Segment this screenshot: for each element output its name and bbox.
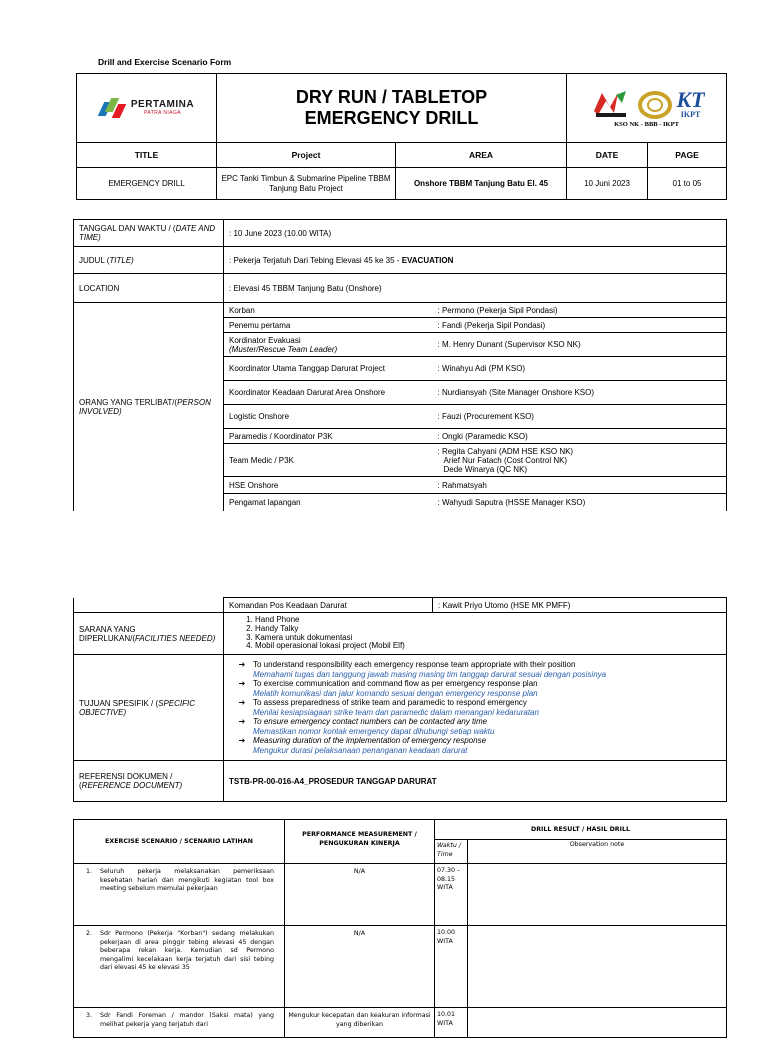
person-name: : Fandi (Pekerja Sipil Pondasi): [433, 318, 727, 333]
person-role: Korban: [224, 303, 433, 318]
scenario-perf: N/A: [285, 864, 435, 926]
arrow-icon: ➔: [238, 660, 246, 669]
person-name: : Ongki (Paramedic KSO): [433, 429, 727, 444]
facility-item: 4. Mobil operasional lokasi project (Mobil Elf): [255, 642, 726, 651]
scenario-observation[interactable]: [468, 1008, 727, 1038]
facilities-label: SARANA YANG DIPERLUKAN/(FACILITIES NEEDED): [74, 613, 224, 655]
person-role: Penemu pertama: [224, 318, 433, 333]
judul-label: JUDUL (TITLE): [74, 247, 224, 274]
person-role: Paramedis / Koordinator P3K: [224, 429, 433, 444]
col-title-header: TITLE: [77, 143, 217, 168]
area-value: Onshore TBBM Tanjung Batu El. 45: [396, 168, 567, 200]
drill-title-cell: [217, 74, 567, 143]
pertamina-name: PERTAMINA: [130, 99, 195, 110]
arrow-icon: ➔: [238, 736, 246, 745]
person-role: Pengamat lapangan: [224, 494, 433, 511]
col-area-header: AREA: [396, 143, 567, 168]
scenario-perf: Mengukur kecepatan dan keakuran informasi yang diberikan: [285, 1008, 435, 1038]
scenario-time: 10.01 WITA: [435, 1008, 468, 1038]
objective-item: ➔ To understand responsibility each emergency response team appropriate with their position Memahami tugas dan tanggung jawab masing masing tim tanggap darurat sesuai dengan posisinya: [236, 660, 726, 679]
drill-result-header: DRILL RESULT / HASIL DRILL: [435, 820, 727, 840]
reference-value: TSTB-PR-00-016-A4_PROSEDUR TANGGAP DARURAT: [224, 761, 727, 802]
person-role: Koordinator Keadaan Darurat Area Onshore: [224, 381, 433, 405]
scenario-row: 3. Sdr Fandi Foreman / mandor (Saksi mata) yang melihat pekerja yang terjatuh dari: [74, 1008, 285, 1038]
performance-header: PERFORMANCE MEASUREMENT / PENGUKURAN KINERJA: [285, 820, 435, 864]
drill-title-line2: EMERGENCY DRILL: [304, 108, 479, 128]
person-role: Team Medic / P3K: [224, 444, 433, 477]
kso-logo: [567, 89, 726, 128]
ikpt-logo-sub: IKPT: [680, 110, 701, 119]
person-role: Kordinator Evakuasi (Muster/Rescue Team Leader): [224, 333, 433, 357]
date-value: 10 Juni 2023: [567, 168, 648, 200]
ikpt-logo-text: KT: [676, 87, 705, 112]
arrow-icon: ➔: [238, 698, 246, 707]
pertamina-sub: PATRA NIAGA: [143, 110, 181, 116]
detail-table-continued: [73, 597, 727, 802]
scenario-row: 1. Seluruh pekerja melaksanakan pemeriksaan kesehatan harian dan mengikuti kegiatan tool box meeting sebelum memulai pekerjaan: [74, 864, 285, 926]
objective-item: ➔ To ensure emergency contact numbers can be contacted any time Memastikan nomor kontak emergency dapat dihubungi setiap waktu: [236, 717, 726, 736]
detail-table: [73, 219, 727, 511]
pertamina-logo-cell: [77, 74, 217, 143]
col-project-header: Project: [217, 143, 396, 168]
title-value: EMERGENCY DRILL: [77, 168, 217, 200]
person-name: : M. Henry Dunant (Supervisor KSO NK): [433, 333, 727, 357]
col-date-header: DATE: [567, 143, 648, 168]
objective-label: TUJUAN SPESIFIK / (SPECIFIC OBJECTIVE): [74, 655, 224, 761]
person-name: : Nurdiansyah (Site Manager Onshore KSO): [433, 381, 727, 405]
project-value: EPC Tanki Timbun & Submarine Pipeline TBBM Tanjung Batu Project: [217, 168, 396, 200]
scenario-header: EXERCISE SCENARIO / SCENARIO LATIHAN: [74, 820, 285, 864]
date-time-label: TANGGAL DAN WAKTU / (DATE AND TIME): [74, 220, 224, 247]
scenario-observation[interactable]: [468, 926, 727, 1008]
person-name: : Rahmatsyah: [433, 477, 727, 494]
scenario-row: 2. Sdr Permono (Pekerja "Korban") sedang melakukan pekerjaan di area pinggir tebing elevasi 45 dengan beberapa rekan kerja. Kemudian sd Permono mengalimi kecelakaan kerja terjatuh dari sisi tebing dari elevasi 45 ke elevasi 35: [74, 926, 285, 1008]
date-time-value: : 10 June 2023 (10.00 WITA): [224, 220, 727, 247]
komandan-name: : Kawit Priyo Utomo (HSE MK PMFF): [433, 598, 727, 613]
objective-item: ➔ Measuring duration of the implementation of emergency response Mengukur durasi pelaksanaan penanganan keadaan darurat: [236, 736, 726, 755]
scenario-table: [73, 819, 727, 1038]
scenario-perf: N/A: [285, 926, 435, 1008]
drill-title-line1: DRY RUN / TABLETOP: [295, 87, 488, 107]
kso-caption: KSO NK - BBB - IKPT: [614, 120, 679, 128]
pertamina-logo: [77, 98, 216, 118]
scenario-observation[interactable]: [468, 864, 727, 926]
arrow-icon: ➔: [238, 679, 246, 688]
person-name: : Wahyudi Saputra (HSSE Manager KSO): [433, 494, 727, 511]
pertamina-mark-icon: [99, 98, 125, 118]
person-name: : Winahyu Adi (PM KSO): [433, 357, 727, 381]
facilities-list: [224, 613, 727, 655]
person-role: Koordinator Utama Tanggap Darurat Project: [224, 357, 433, 381]
facility-item: 2. Handy Talky: [255, 625, 726, 634]
bbb-ring-icon: [638, 90, 672, 120]
person-role: HSE Onshore: [224, 477, 433, 494]
nindya-logo-icon: [588, 89, 634, 121]
person-name: : Regita Cahyani (ADM HSE KSO NK) Arief Nur Fatach (Cost Control NK) Dede Winarya (QC NK): [433, 444, 727, 477]
col-page-header: PAGE: [648, 143, 727, 168]
scenario-time: 10.00 WITA: [435, 926, 468, 1008]
location-value: : Elevasi 45 TBBM Tanjung Batu (Onshore): [224, 274, 727, 303]
person-name: : Fauzi (Procurement KSO): [433, 405, 727, 429]
judul-value: : Pekerja Terjatuh Dari Tebing Elevasi 45 ke 35 - EVACUATION: [224, 247, 727, 274]
page-value: 01 to 05: [648, 168, 727, 200]
komandan-label-cell: [74, 598, 224, 613]
facility-item: 1. Hand Phone: [255, 616, 726, 625]
facility-item: 3. Kamera untuk dokumentasi: [255, 634, 726, 643]
waktu-header: Waktu / Time: [435, 840, 468, 864]
form-label: Drill and Exercise Scenario Form: [98, 57, 232, 67]
arrow-icon: ➔: [238, 717, 246, 726]
person-name: : Permono (Pekerja Sipil Pondasi): [433, 303, 727, 318]
kso-logo-cell: [567, 74, 727, 143]
reference-label: REFERENSI DOKUMEN / (REFERENCE DOCUMENT): [74, 761, 224, 802]
person-role: Logistic Onshore: [224, 405, 433, 429]
location-label: LOCATION: [74, 274, 224, 303]
komandan-role: Komandan Pos Keadaan Darurat: [224, 598, 433, 613]
objectives-list: [224, 655, 727, 761]
objective-item: ➔ To exercise communication and command flow as per emergency response plan Melatih komunikasi dan jalur komando sesuai dengan emergency response plan: [236, 679, 726, 698]
header-table: [76, 73, 727, 200]
observation-header: Observation note: [468, 840, 727, 864]
objective-item: ➔ To assess preparedness of strike team and paramedic to respond emergency Menilai kesiapsiagaan strike team dan paramedic dalam menangani kedaruratan: [236, 698, 726, 717]
persons-label: ORANG YANG TERLIBAT/(PERSON INVOLVED): [74, 303, 224, 511]
scenario-time: 07.30 – 08.15 WITA: [435, 864, 468, 926]
